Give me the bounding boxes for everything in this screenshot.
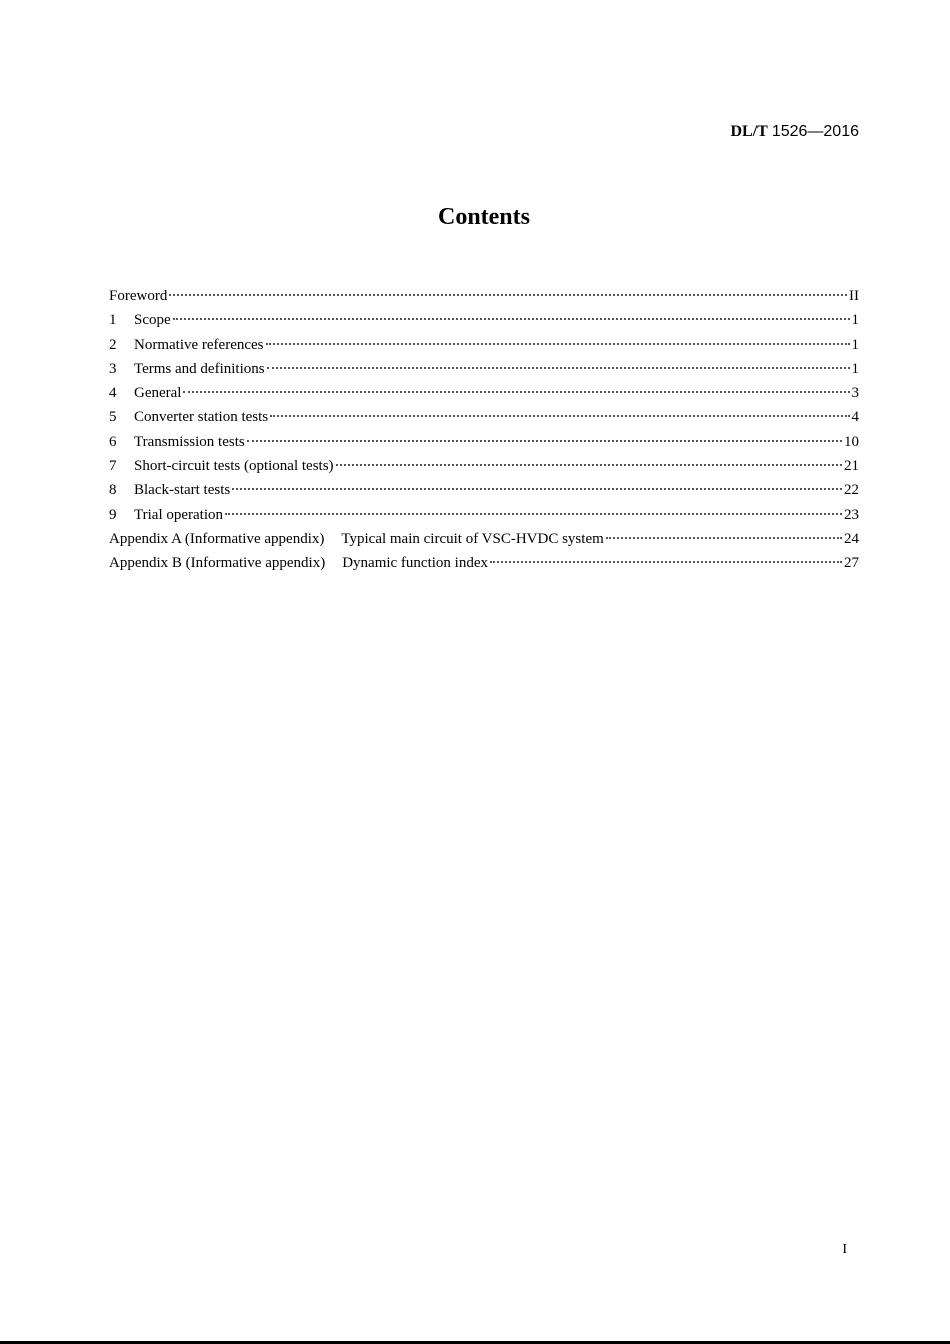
toc-entry-page: 21 <box>844 458 859 475</box>
toc-entry-title: Converter station tests <box>134 409 269 426</box>
standard-code-number: 1526—2016 <box>771 123 859 140</box>
toc-entry-page: 10 <box>844 433 859 450</box>
toc-entry-page: 22 <box>844 482 859 499</box>
toc-entry-subtitle: Dynamic function index <box>342 555 488 572</box>
toc-entry-number: 4 <box>109 385 117 402</box>
toc-entry-dot-leader <box>490 561 842 563</box>
toc-entry[interactable] <box>109 357 859 381</box>
toc-entry-page: II <box>849 288 859 304</box>
toc-entry[interactable] <box>109 454 859 478</box>
toc-entry-title: General <box>134 385 182 402</box>
toc-entry[interactable] <box>109 333 859 357</box>
toc-entry-title: Scope <box>134 312 171 329</box>
toc-entry-page: 3 <box>851 385 859 402</box>
standard-code-prefix: DL/T <box>730 123 768 140</box>
toc-entry-title: Short-circuit tests (optional tests) <box>134 458 334 475</box>
toc-entry-title: Trial operation <box>134 506 224 523</box>
toc-entry-number: 7 <box>109 458 117 475</box>
toc-entry-title: Foreword <box>109 288 168 304</box>
toc-entry-dot-leader <box>183 391 849 393</box>
toc-entry-title: Terms and definitions <box>134 360 265 377</box>
toc-entry-title: Transmission tests <box>134 433 245 450</box>
toc-entry-page: 24 <box>844 530 859 547</box>
toc-entry-number: 2 <box>109 336 117 353</box>
toc-entry[interactable] <box>109 503 859 527</box>
toc-entry[interactable] <box>109 551 859 575</box>
toc-entry-title: Appendix A (Informative appendix) <box>109 530 325 547</box>
toc-entry-dot-leader <box>267 367 850 369</box>
toc-entry-page: 1 <box>851 360 859 377</box>
toc-entry-number: 5 <box>109 409 117 426</box>
toc-entry-dot-leader <box>336 464 842 466</box>
toc-entry-title: Black-start tests <box>134 482 231 499</box>
toc-entry-number: 6 <box>109 433 117 450</box>
table-of-contents <box>109 284 859 576</box>
toc-entry-page: 4 <box>851 409 859 426</box>
page-title: Contents <box>437 204 530 230</box>
toc-entry-number: 3 <box>109 360 117 377</box>
toc-entry-dot-leader <box>606 537 842 539</box>
toc-entry-dot-leader <box>225 513 842 515</box>
toc-entry[interactable] <box>109 381 859 405</box>
toc-entry-number: 9 <box>109 506 117 523</box>
toc-entry-title: Appendix B (Informative appendix) <box>109 555 326 572</box>
toc-entry-page: 27 <box>844 555 859 572</box>
toc-entry[interactable] <box>109 478 859 502</box>
toc-entry-dot-leader <box>169 294 847 296</box>
toc-entry[interactable] <box>109 527 859 551</box>
toc-entry-dot-leader <box>247 440 842 442</box>
toc-entry[interactable] <box>109 405 859 429</box>
page-number: I <box>842 1242 847 1257</box>
toc-entry[interactable] <box>109 284 859 308</box>
toc-entry-number: 1 <box>109 312 117 329</box>
standard-code <box>730 123 859 141</box>
toc-entry[interactable] <box>109 308 859 332</box>
toc-entry-number: 8 <box>109 482 117 499</box>
toc-entry-subtitle: Typical main circuit of VSC-HVDC system <box>341 530 604 547</box>
toc-entry[interactable] <box>109 430 859 454</box>
toc-entry-title: Normative references <box>134 336 264 353</box>
toc-entry-dot-leader <box>232 488 842 490</box>
toc-entry-dot-leader <box>266 343 850 345</box>
toc-entry-page: 1 <box>851 336 859 353</box>
toc-entry-dot-leader <box>173 318 850 320</box>
toc-entry-page: 1 <box>851 312 859 329</box>
toc-entry-dot-leader <box>270 415 849 417</box>
toc-entry-page: 23 <box>844 506 859 523</box>
